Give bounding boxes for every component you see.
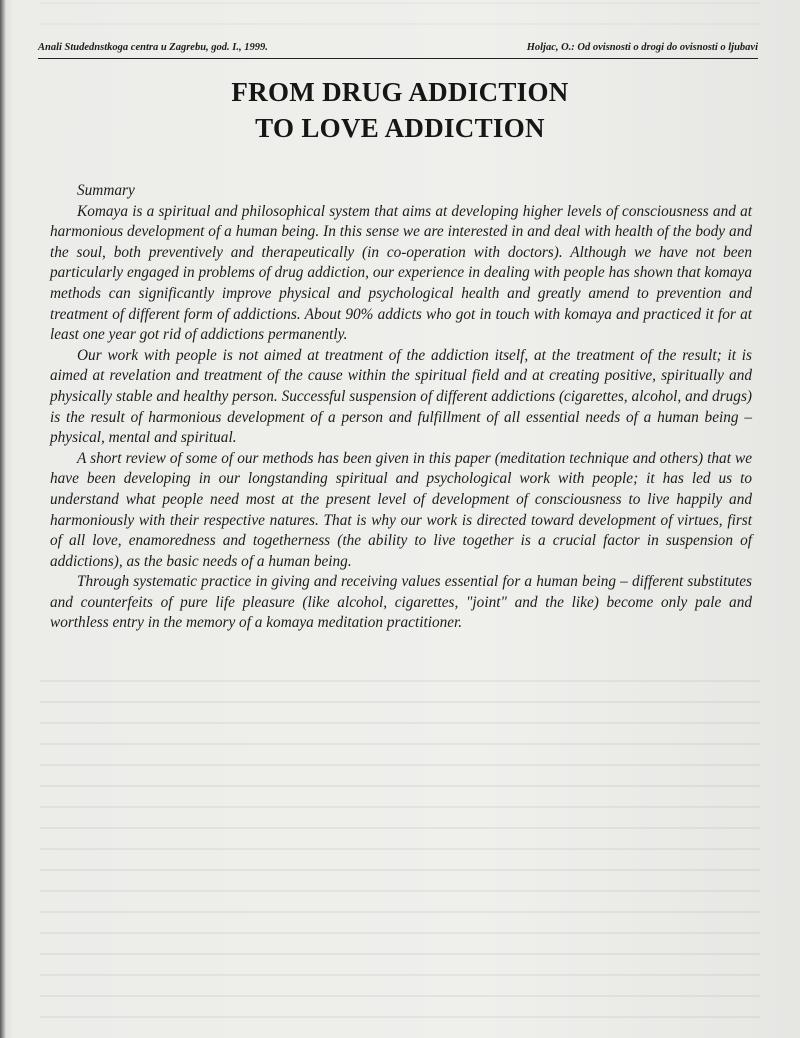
paper-title (0, 74, 800, 146)
title-line-2: TO LOVE ADDICTION (255, 113, 545, 143)
running-header (38, 40, 758, 59)
header-journal: Anali Studednstkoga centra u Zagrebu, god. I., 1999. (38, 42, 268, 53)
paragraph: A short review of some of our methods has been given in this paper (meditation technique and others) that we have been developing in our longstanding spiritual and psychological work with people; it has led us to understand what people need most at the present level of development of consciousness to live happily and harmoniously with their respective natures. That is why our work is directed toward development of virtues, first of all love, enamoredness and togetherness (the ability to live together is a crucial factor in suspension of addictions), as the basic needs of a human being. (50, 449, 752, 570)
paragraph: Through systematic practice in giving and receiving values essential for a human being – different substitutes and counterfeits of pure life pleasure (like alcohol, cigarettes, "joint" and the like) become only pale and worthless entry in the memory of a komaya meditation practitioner. (50, 573, 752, 632)
header-author: Holjac, O.: Od ovisnosti o drogi do ovisnosti o ljubavi (526, 42, 758, 53)
show-through-bottom (40, 680, 760, 1020)
summary-heading: Summary (77, 182, 135, 199)
paragraph: Our work with people is not aimed at treatment of the addiction itself, at the treatment of the result; it is aimed at revelation and treatment of the cause within the spiritual field and at creating positive, spiritually and physically stable and healthy person. Successful suspension of different addictions (cigarettes, alcohol, and drugs) is the result of harmonious development of a person and fulfillment of all essential needs of a human being – physical, mental and spiritual. (50, 346, 752, 447)
paragraph: Komaya is a spiritual and philosophical system that aims at developing higher levels of consciousness and at harmonious development of a human being. In this sense we are interested in and deal with health of the body and the soul, both preventively and therapeutically (in co-operation with doctors). Although we have not been particularly engaged in problems of drug addiction, our experience in dealing with people has shown that komaya methods can significantly improve physical and psychological health and greatly amend to prevention and treatment of different form of addictions. About 90% addicts who got in touch with komaya and practiced it for at least one year got rid of addictions permanently. (50, 202, 752, 344)
show-through-top (40, 2, 760, 42)
abstract-body (50, 181, 752, 634)
title-line-1: FROM DRUG ADDICTION (231, 77, 569, 107)
binding-shadow (0, 0, 6, 1038)
